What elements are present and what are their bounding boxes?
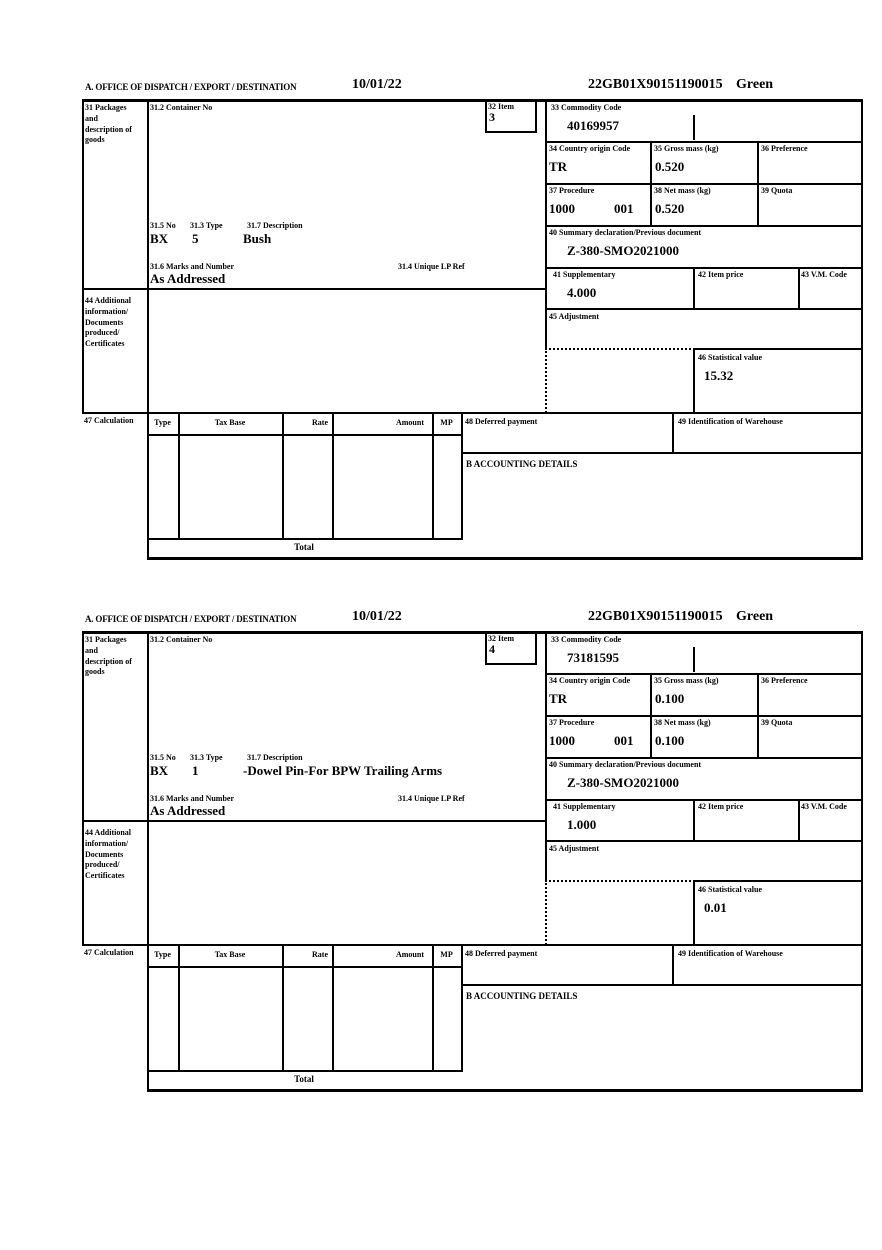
supplementary-label: 41 Supplementary: [553, 270, 616, 279]
summary-declaration-value: Z-380-SMO2021000: [567, 243, 679, 258]
col-header-mp: MP: [440, 950, 453, 959]
routing-status: Green: [736, 609, 774, 624]
col-header-tax-base: Tax Base: [214, 950, 246, 959]
col-header-type: Type: [154, 950, 171, 959]
routing-status: Green: [736, 77, 774, 92]
commodity-code-label: 33 Commodity Code: [551, 103, 622, 112]
grid-line: [757, 141, 759, 184]
preference-label: 36 Preference: [761, 676, 808, 685]
item-label: 32 Item: [488, 102, 514, 111]
grid-line: [147, 434, 463, 436]
grid-line: [757, 673, 759, 716]
grid-line: [147, 966, 463, 968]
grid-line: [432, 944, 434, 1071]
adjustment-label: 45 Adjustment: [549, 312, 600, 321]
col-header-amount: Amount: [395, 418, 424, 427]
section-a-heading: A. OFFICE OF DISPATCH / EXPORT / DESTINATION: [85, 614, 297, 624]
container-no-label: 31.2 Container No: [150, 635, 213, 644]
box31-packages-label: 31 Packages and description of goods: [85, 103, 132, 145]
summary-declaration-label: 40 Summary declaration/Previous document: [549, 228, 702, 237]
grid-line: [485, 663, 537, 665]
grid-line: [861, 99, 863, 559]
statistical-value-label: 46 Statistical value: [698, 353, 762, 362]
marks-number-label: 31.6 Marks and Number: [150, 794, 235, 803]
unique-lp-ref-label: 31.4 Unique LP Ref: [398, 262, 465, 271]
grid-line: [332, 412, 334, 539]
grid-line: [82, 631, 863, 634]
grid-line: [798, 799, 800, 841]
grid-line: [693, 647, 695, 672]
grid-line: [693, 115, 695, 140]
total-label: Total: [294, 542, 314, 552]
grid-line: [82, 412, 863, 414]
package-no-value: BX: [150, 231, 169, 246]
section-a-heading: A. OFFICE OF DISPATCH / EXPORT / DESTINATION: [85, 82, 297, 92]
declaration-reference: 22GB01X90151190015: [588, 609, 723, 624]
grid-line: [798, 267, 800, 309]
grid-line: [693, 880, 695, 945]
item-price-label: 42 Item price: [698, 802, 744, 811]
country-origin-label: 34 Country origin Code: [549, 144, 631, 153]
vm-code-label: 43 V.M. Code: [801, 802, 847, 811]
grid-line: [545, 673, 863, 675]
grid-line: [147, 557, 863, 560]
col-header-tax-base: Tax Base: [214, 418, 246, 427]
net-mass-value: 0.100: [655, 733, 685, 748]
col-header-type: Type: [154, 418, 171, 427]
marks-number-label: 31.6 Marks and Number: [150, 262, 235, 271]
grid-line: [147, 1089, 863, 1092]
statistical-value-value: 15.32: [704, 368, 734, 383]
grid-line: [650, 141, 652, 184]
goods-description: -Dowel Pin-For BPW Trailing Arms: [243, 763, 443, 778]
package-type-label: 31.3 Type: [190, 221, 223, 230]
summary-declaration-label: 40 Summary declaration/Previous document: [549, 760, 702, 769]
col-header-amount: Amount: [395, 950, 424, 959]
grid-line: [461, 984, 863, 986]
grid-line: [757, 715, 759, 758]
package-no-label: 31.5 No: [150, 221, 176, 230]
grid-line: [650, 673, 652, 716]
total-label: Total: [294, 1074, 314, 1084]
grid-line: [545, 141, 863, 143]
procedure-label: 37 Procedure: [549, 186, 595, 195]
item-number-value: 3: [489, 110, 495, 124]
preference-label: 36 Preference: [761, 144, 808, 153]
package-no-value: BX: [150, 763, 169, 778]
grid-line: [535, 631, 537, 664]
supplementary-label: 41 Supplementary: [553, 802, 616, 811]
box44-additional-label: 44 Additional information/ Documents produced/ Certificates: [85, 828, 132, 881]
grid-line: [545, 99, 547, 349]
col-header-rate: Rate: [312, 418, 328, 427]
accounting-details-label: B ACCOUNTING DETAILS: [466, 991, 578, 1001]
declaration-reference: 22GB01X90151190015: [588, 77, 723, 92]
grid-line: [545, 799, 863, 801]
dispatch-date: 10/01/22: [352, 77, 402, 92]
grid-line: [693, 348, 863, 350]
grid-line: [545, 225, 863, 227]
gross-mass-label: 35 Gross mass (kg): [654, 676, 719, 685]
grid-line: [650, 715, 652, 758]
gross-mass-label: 35 Gross mass (kg): [654, 144, 719, 153]
grid-line: [332, 944, 334, 1071]
quota-label: 39 Quota: [761, 718, 793, 727]
marks-number-value: As Addressed: [150, 803, 226, 818]
col-header-rate: Rate: [312, 950, 328, 959]
package-type-value: 1: [192, 763, 199, 778]
grid-line: [545, 348, 695, 350]
deferred-payment-label: 48 Deferred payment: [465, 949, 538, 958]
grid-line: [757, 183, 759, 226]
grid-line: [485, 99, 487, 132]
package-no-label: 31.5 No: [150, 753, 176, 762]
grid-line: [461, 452, 863, 454]
grid-line: [861, 631, 863, 1091]
grid-line: [545, 308, 863, 310]
grid-line: [82, 288, 547, 290]
accounting-details-label: B ACCOUNTING DETAILS: [466, 459, 578, 469]
box47-calculation-label: 47 Calculation: [84, 416, 134, 425]
grid-line: [545, 183, 863, 185]
grid-line: [147, 631, 149, 1091]
goods-description: Bush: [243, 231, 272, 246]
grid-line: [147, 99, 149, 559]
statistical-value-value: 0.01: [704, 900, 727, 915]
country-origin-value: TR: [549, 691, 568, 706]
summary-declaration-value: Z-380-SMO2021000: [567, 775, 679, 790]
box31-packages-label: 31 Packages and description of goods: [85, 635, 132, 677]
procedure-value-1: 1000: [549, 201, 575, 216]
grid-line: [545, 880, 547, 945]
item-number-value: 4: [489, 642, 495, 656]
grid-line: [485, 631, 487, 664]
commodity-code-value: 73181595: [567, 650, 619, 665]
description-label: 31.7 Description: [247, 221, 303, 230]
supplementary-value: 1.000: [567, 817, 597, 832]
country-origin-label: 34 Country origin Code: [549, 676, 631, 685]
statistical-value-label: 46 Statistical value: [698, 885, 762, 894]
grid-line: [672, 944, 674, 985]
gross-mass-value: 0.100: [655, 691, 685, 706]
net-mass-value: 0.520: [655, 201, 685, 216]
description-label: 31.7 Description: [247, 753, 303, 762]
box44-additional-label: 44 Additional information/ Documents produced/ Certificates: [85, 296, 132, 349]
marks-number-value: As Addressed: [150, 271, 226, 286]
grid-line: [178, 944, 180, 1071]
grid-line: [82, 99, 863, 102]
grid-line: [282, 412, 284, 539]
col-header-mp: MP: [440, 418, 453, 427]
grid-line: [545, 715, 863, 717]
grid-line: [693, 799, 695, 841]
procedure-value-1: 1000: [549, 733, 575, 748]
package-type-label: 31.3 Type: [190, 753, 223, 762]
grid-line: [178, 412, 180, 539]
grid-line: [282, 944, 284, 1071]
grid-line: [535, 99, 537, 132]
adjustment-label: 45 Adjustment: [549, 844, 600, 853]
container-no-label: 31.2 Container No: [150, 103, 213, 112]
grid-line: [485, 131, 537, 133]
declaration-item-section: [0, 76, 882, 571]
deferred-payment-label: 48 Deferred payment: [465, 417, 538, 426]
commodity-code-value: 40169957: [567, 118, 619, 133]
procedure-value-2: 001: [614, 201, 634, 216]
box47-calculation-label: 47 Calculation: [84, 948, 134, 957]
supplementary-value: 4.000: [567, 285, 597, 300]
grid-line: [147, 1070, 463, 1072]
item-label: 32 Item: [488, 634, 514, 643]
grid-line: [82, 99, 84, 414]
grid-line: [82, 944, 863, 946]
net-mass-label: 38 Net mass (kg): [654, 186, 711, 195]
country-origin-value: TR: [549, 159, 568, 174]
package-type-value: 5: [192, 231, 199, 246]
dispatch-date: 10/01/22: [352, 609, 402, 624]
grid-line: [545, 757, 863, 759]
quota-label: 39 Quota: [761, 186, 793, 195]
grid-line: [650, 183, 652, 226]
procedure-value-2: 001: [614, 733, 634, 748]
grid-line: [693, 880, 863, 882]
grid-line: [545, 840, 863, 842]
grid-line: [432, 412, 434, 539]
commodity-code-label: 33 Commodity Code: [551, 635, 622, 644]
grid-line: [693, 348, 695, 413]
grid-line: [545, 880, 695, 882]
grid-line: [545, 348, 547, 413]
procedure-label: 37 Procedure: [549, 718, 595, 727]
net-mass-label: 38 Net mass (kg): [654, 718, 711, 727]
grid-line: [545, 631, 547, 881]
warehouse-id-label: 49 Identification of Warehouse: [678, 417, 783, 426]
vm-code-label: 43 V.M. Code: [801, 270, 847, 279]
grid-line: [693, 267, 695, 309]
unique-lp-ref-label: 31.4 Unique LP Ref: [398, 794, 465, 803]
gross-mass-value: 0.520: [655, 159, 685, 174]
grid-line: [147, 538, 463, 540]
grid-line: [461, 412, 463, 539]
warehouse-id-label: 49 Identification of Warehouse: [678, 949, 783, 958]
grid-line: [461, 944, 463, 1071]
grid-line: [545, 267, 863, 269]
item-price-label: 42 Item price: [698, 270, 744, 279]
grid-line: [672, 412, 674, 453]
declaration-item-section: [0, 608, 882, 1103]
grid-line: [82, 631, 84, 946]
grid-line: [82, 820, 547, 822]
